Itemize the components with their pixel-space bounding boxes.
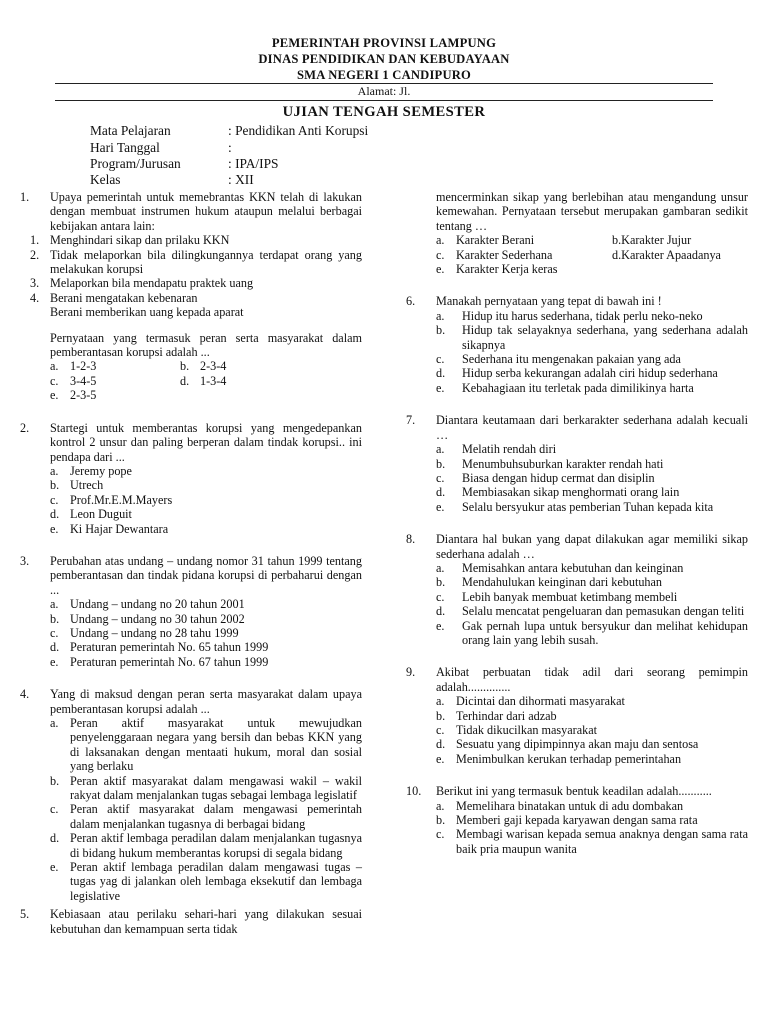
question-text: Diantara hal bukan yang dapat dilakukan agar memiliki sikap sederhana adalah …: [436, 532, 748, 561]
school-address: Alamat: Jl.: [357, 84, 411, 98]
option-c[interactable]: c. Sederhana itu mengenakan pakaian yang ada: [436, 352, 681, 367]
left-column: [20, 190, 362, 936]
option-d[interactable]: d. 1-3-4: [180, 373, 227, 388]
question-number: 2.: [20, 420, 30, 435]
question-text: Startegi untuk memberantas korupsi yang mengedepankan kontrol 2 unsur dan paling berperan dalam tindak korupsi.. ini pendapa dari ...: [50, 420, 362, 464]
question-text: Manakah pernyataan yang tepat di bawah ini !: [436, 294, 662, 309]
option-a[interactable]: a. Hidup itu harus sederhana, tidak perlu neko-neko: [436, 308, 703, 323]
option-c[interactable]: c. Undang – undang no 28 tahu 1999: [50, 625, 239, 640]
option-a[interactable]: a. Melatih rendah diri: [436, 442, 557, 457]
options-row: [436, 248, 748, 262]
question-10: [406, 784, 748, 856]
department-header: DINAS PENDIDIKAN DAN KEBUDAYAAN: [258, 52, 510, 66]
question-5: [20, 907, 362, 936]
options-row: [436, 233, 748, 247]
option-c[interactable]: c. Biasa dengan hidup cermat dan disiplin: [436, 470, 655, 485]
option-b[interactable]: b. Menumbuhsuburkan karakter rendah hati: [436, 456, 664, 471]
option-c[interactable]: c. 3-4-5: [50, 373, 97, 388]
question-2: [20, 421, 362, 536]
government-header: PEMERINTAH PROVINSI LAMPUNG: [271, 36, 497, 50]
question-number: 7.: [406, 413, 416, 428]
right-column: [406, 190, 748, 856]
option-d[interactable]: d. Selalu mencatat pengeluaran dan pemasukan dengan teliti: [436, 604, 745, 619]
question-3: [20, 554, 362, 669]
question-text: Kebiasaan atau perilaku sehari-hari yang dilakukan sesuai kebutuhan dan kemampuan serta tidak: [50, 907, 362, 936]
option-b[interactable]: b. Memberi gaji kepada karyawan dengan sama rata: [436, 813, 698, 828]
question-text: Upaya pemerintah untuk memebrantas KKN telah di lakukan dengan membuat instrumen hukum ataupun melalui berbagai kebijakan antara lain:: [50, 190, 362, 233]
options-row: [50, 374, 362, 388]
header-rule-bottom: [55, 100, 713, 101]
option-c[interactable]: c. Karakter Sederhana: [436, 247, 553, 262]
option-a[interactable]: a. Karakter Berani: [436, 233, 535, 248]
question-text: Berikut ini yang termasuk bentuk keadilan adalah...........: [436, 784, 712, 799]
question-number: 6.: [406, 294, 416, 309]
statement-item: 4. Berani mengatakan kebenaran: [30, 290, 198, 305]
option-d[interactable]: d. Sesuatu yang dipimpinnya akan maju dan sentosa: [436, 737, 699, 752]
question-9: [406, 665, 748, 766]
info-label: Mata Pelajaran: [90, 123, 171, 138]
question-prompt: Pernyataan yang termasuk peran serta masyarakat dalam pemberantasan korupsi adalah ...: [50, 330, 362, 360]
question-number: 5.: [20, 907, 30, 922]
option-b[interactable]: b. Utrech: [50, 478, 104, 493]
option-e[interactable]: e. Selalu bersyukur atas pemberian Tuhan kepada kita: [436, 499, 714, 514]
option-d[interactable]: d.Karakter Apaadanya: [612, 247, 721, 262]
question-6: [406, 294, 748, 395]
option-c[interactable]: c. Lebih banyak membuat ketimbang membeli: [436, 589, 678, 604]
options-row: [50, 359, 362, 373]
question-5-continued: [406, 190, 748, 276]
question-text: Diantara keutamaan dari berkarakter sederhana adalah kecuali …: [436, 413, 748, 442]
question-7: [406, 413, 748, 514]
question-number: 10.: [406, 784, 422, 799]
question-1: [20, 190, 362, 403]
info-value: : Pendidikan Anti Korupsi: [228, 123, 369, 138]
option-e[interactable]: e. Peraturan pemerintah No. 67 tahun 1999: [50, 654, 269, 669]
option-c[interactable]: c. Tidak dikucilkan masyarakat: [436, 723, 598, 737]
info-label: Hari Tanggal: [90, 140, 160, 155]
option-b[interactable]: b. 2-3-4: [180, 359, 227, 374]
option-e[interactable]: e. Peran aktif lembaga peradilan dalam mengawasi tugas – tugas yag di jalankan oleh lembaga eksekutif dan lembaga legislative: [50, 860, 362, 903]
exam-title: UJIAN TENGAH SEMESTER: [282, 104, 486, 120]
option-d[interactable]: d. Peran aktif lembaga peradilan dalam menjalankan tugasnya di bidang hukum memberantas korupsi di segala bidang: [50, 831, 362, 860]
option-e[interactable]: e. Menimbulkan kerukan terhadap pemerintahan: [436, 751, 682, 766]
option-e[interactable]: e. Ki Hajar Dewantara: [50, 521, 169, 536]
option-d[interactable]: d. Hidup serba kekurangan adalah ciri hidup sederhana: [436, 366, 718, 381]
question-number: 1.: [20, 190, 30, 204]
option-b[interactable]: b. Terhindar dari adzab: [436, 708, 557, 723]
option-d[interactable]: d. Peraturan pemerintah No. 65 tahun 1999: [50, 640, 269, 655]
info-value: :: [228, 140, 232, 155]
info-label: Program/Jurusan: [90, 156, 181, 171]
option-b[interactable]: b.Karakter Jujur: [612, 233, 692, 248]
question-number: 4.: [20, 687, 30, 702]
question-number: 8.: [406, 532, 416, 547]
school-name: SMA NEGERI 1 CANDIPURO: [296, 68, 472, 82]
option-a[interactable]: a. Undang – undang no 20 tahun 2001: [50, 597, 245, 612]
question-text: Akibat perbuatan tidak adil dari seorang pemimpin adalah..............: [436, 665, 748, 694]
option-e[interactable]: e. Kebahagiaan itu terletak pada dimilikinya harta: [436, 380, 694, 395]
option-b[interactable]: b. Undang – undang no 30 tahun 2002: [50, 611, 245, 626]
question-text: Yang di maksud dengan peran serta masyarakat dalam upaya pemberantasan korupsi adalah ...: [50, 687, 362, 716]
statement-item: 1. Menghindari sikap dan prilaku KKN: [30, 233, 230, 248]
question-text-continued: mencerminkan sikap yang berlebihan atau mengandung unsur kemewahan. Pernyataan tersebut merupakan gambaran sedikit tentang …: [436, 190, 748, 233]
question-text: Perubahan atas undang – undang nomor 31 tahun 1999 tentang pemberantasan dan tindak pidana korupsi di perbaharui dengan ...: [50, 553, 362, 597]
statement-item: Berani memberikan uang kepada aparat: [50, 305, 244, 320]
option-a[interactable]: a. Memelihara binatakan untuk di adu dombakan: [436, 798, 684, 813]
question-number: 9.: [406, 665, 416, 680]
option-b[interactable]: b. Hidup tak selayaknya sederhana, yang sederhana adalah sikapnya: [436, 323, 748, 352]
option-c[interactable]: c. Prof.Mr.E.M.Mayers: [50, 492, 173, 507]
question-4: [20, 687, 362, 903]
option-a[interactable]: a. Peran aktif masyarakat untuk mewujudkan penyelenggaraan negara yang bersih dan bebas KKN yang di laksanakan dengan mentaati hukum, moral dan sosial yang berlaku: [50, 716, 362, 774]
option-b[interactable]: b. Peran aktif masyarakat dalam mengawasi wakil – wakil rakyat dalam menjalankan tugas sebagai lembaga legislatif: [50, 773, 362, 803]
info-label: Kelas: [90, 172, 121, 187]
info-value: : XII: [228, 172, 254, 187]
info-value: : IPA/IPS: [228, 156, 279, 171]
option-a[interactable]: a. Jeremy pope: [50, 463, 132, 478]
question-8: [406, 532, 748, 647]
option-c[interactable]: c. Membagi warisan kepada semua anaknya dengan sama rata baik pria maupun wanita: [436, 827, 748, 856]
option-e[interactable]: e. 2-3-5: [50, 388, 97, 403]
option-c[interactable]: c. Peran aktif masyarakat dalam mengawasi pemerintah dalam menjalankan tugasnya di berbagai bidang: [50, 802, 362, 831]
option-d[interactable]: d. Leon Duguit: [50, 507, 132, 522]
option-e[interactable]: e. Gak pernah lupa untuk bersyukur dan melihat kehidupan orang lain yang lebih susah.: [436, 618, 748, 647]
option-a[interactable]: a. 1-2-3: [50, 359, 97, 374]
option-b[interactable]: b. Mendahulukan keinginan dari kebutuhan: [436, 575, 663, 590]
statement-item: 3. Melaporkan bila mendapatu praktek uang: [30, 276, 254, 291]
option-a[interactable]: a. Dicintai dan dihormati masyarakat: [436, 694, 625, 709]
option-a[interactable]: a. Memisahkan antara kebutuhan dan keinginan: [436, 560, 684, 575]
option-d[interactable]: d. Membiasakan sikap menghormati orang lain: [436, 485, 680, 500]
question-number: 3.: [20, 553, 30, 568]
statement-item: 2. Tidak melaporkan bila dilingkungannya terdapat orang yang melakukan korupsi: [30, 247, 362, 277]
option-e[interactable]: e. Karakter Kerja keras: [436, 262, 558, 277]
